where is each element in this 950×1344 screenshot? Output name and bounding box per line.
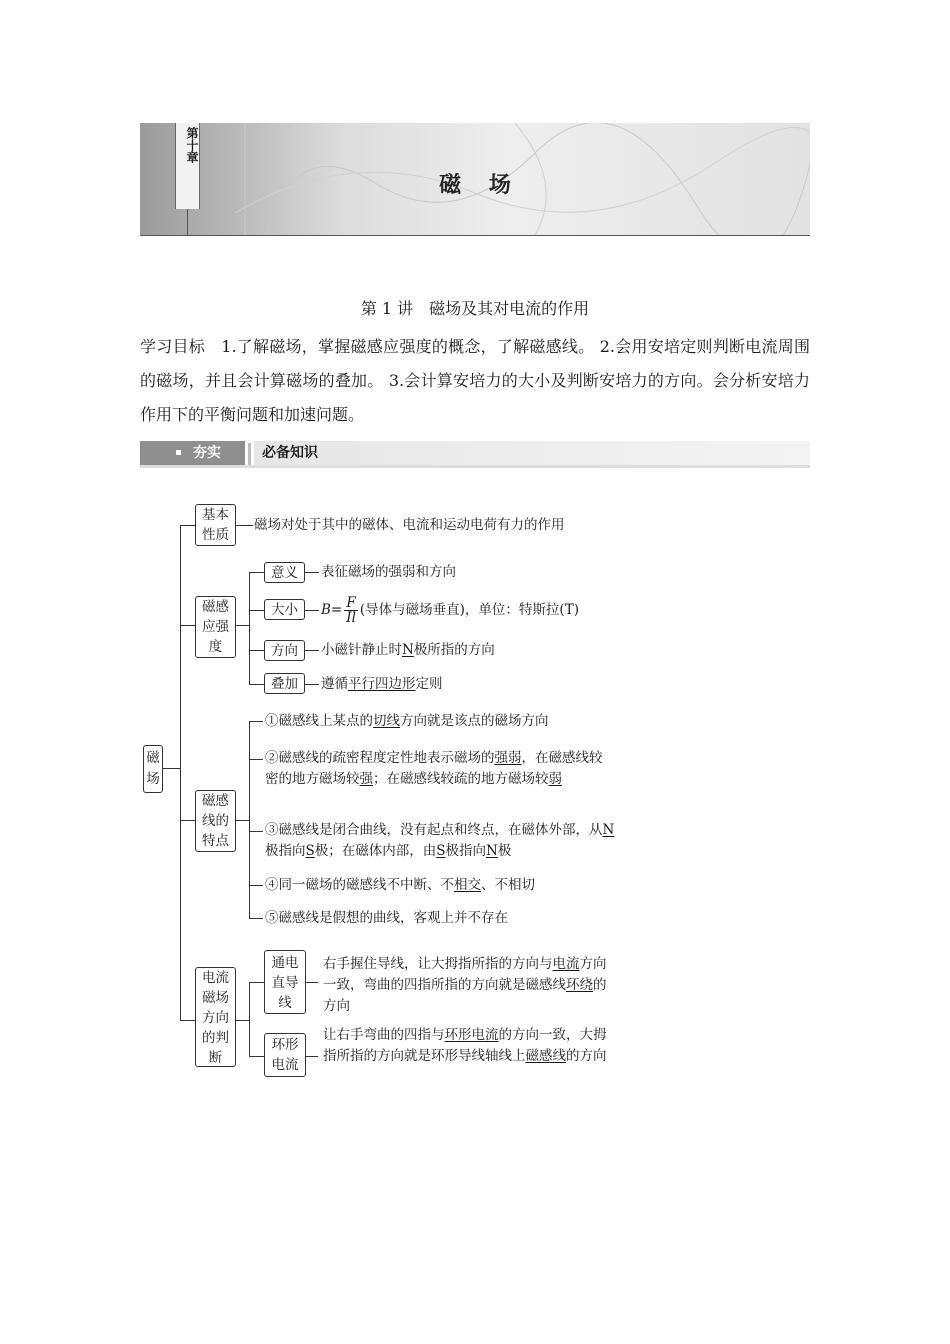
square-icon bbox=[176, 450, 181, 455]
field-line-point-5: ⑤磁感线是假想的曲线，客观上并不存在 bbox=[265, 910, 508, 926]
fraction: $\frac{F}{Il}$ bbox=[346, 595, 356, 626]
current-field-box: 电流磁场方向的判断 bbox=[195, 967, 236, 1067]
straight-wire-text: 右手握住导线，让大拇指所指的方向与电流方向一致，弯曲的四指所指的方向就是磁感线环绕的方向 bbox=[323, 956, 607, 1014]
ring-current-text: 让右手弯曲的四指与环形电流的方向一致，大拇指所指的方向就是环形导线轴线上磁感线的方向 bbox=[323, 1027, 607, 1064]
learning-objectives: 学习目标 1.了解磁场，掌握磁感应强度的概念，了解磁感线。 2.会用安培定则判断电流周围的磁场，并且会计算磁场的叠加。 3.会计算安培力的大小及判断安培力的方向。会分析安培力作用下的平衡问题和加速问题。 bbox=[140, 337, 810, 424]
straight-wire-box: 通电直导线 bbox=[264, 950, 306, 1014]
chapter-tab-label: 第十章 bbox=[185, 127, 199, 163]
chapter-tab-line bbox=[187, 209, 188, 235]
meaning-text: 表征磁场的强弱和方向 bbox=[321, 564, 456, 580]
section-separator bbox=[248, 443, 251, 465]
chapter-title: 磁 场 bbox=[439, 173, 521, 198]
lecture-title: 第 1 讲 磁场及其对电流的作用 bbox=[360, 299, 590, 318]
meaning-box: 意义 bbox=[264, 562, 305, 583]
field-line-point-4: ④同一磁场的磁感线不中断、不相交、不相切 bbox=[265, 877, 535, 893]
basic-property-text: 磁场对处于其中的磁体、电流和运动电荷有力的作用 bbox=[254, 517, 565, 533]
size-box: 大小 bbox=[264, 599, 305, 620]
induction-box: 磁感应强度 bbox=[195, 596, 236, 658]
superpose-text: 遵循平行四边形定则 bbox=[321, 676, 443, 692]
field-line-point-2: ②磁感线的疏密程度定性地表示磁场的强弱，在磁感线较密的地方磁场较强；在磁感线较疏的地方磁场较弱 bbox=[265, 750, 603, 787]
ring-current-box: 环形电流 bbox=[264, 1033, 306, 1077]
chapter-tab bbox=[175, 123, 200, 209]
section-bar bbox=[140, 441, 810, 468]
field-line-point-1: ①磁感线上某点的切线方向就是该点的磁场方向 bbox=[265, 713, 549, 729]
direction-text: 小磁针静止时N极所指的方向 bbox=[321, 642, 495, 658]
section-label-left: 夯实 bbox=[140, 441, 245, 465]
section-label-right: 必备知识 bbox=[254, 441, 810, 465]
field-line-point-3: ③磁感线是闭合曲线，没有起点和终点，在磁体外部，从N极指向S极；在磁体内部，由S极指向N极 bbox=[265, 822, 615, 859]
basic-property-box: 基本性质 bbox=[195, 504, 236, 546]
field-lines-box: 磁感线的特点 bbox=[195, 790, 236, 852]
mindmap-root: 磁场 bbox=[143, 745, 163, 793]
size-formula: B= $\frac{F}{Il}$ (导体与磁场垂直)，单位：特斯拉(T) bbox=[321, 595, 579, 626]
direction-box: 方向 bbox=[264, 640, 305, 661]
superpose-box: 叠加 bbox=[264, 673, 305, 694]
